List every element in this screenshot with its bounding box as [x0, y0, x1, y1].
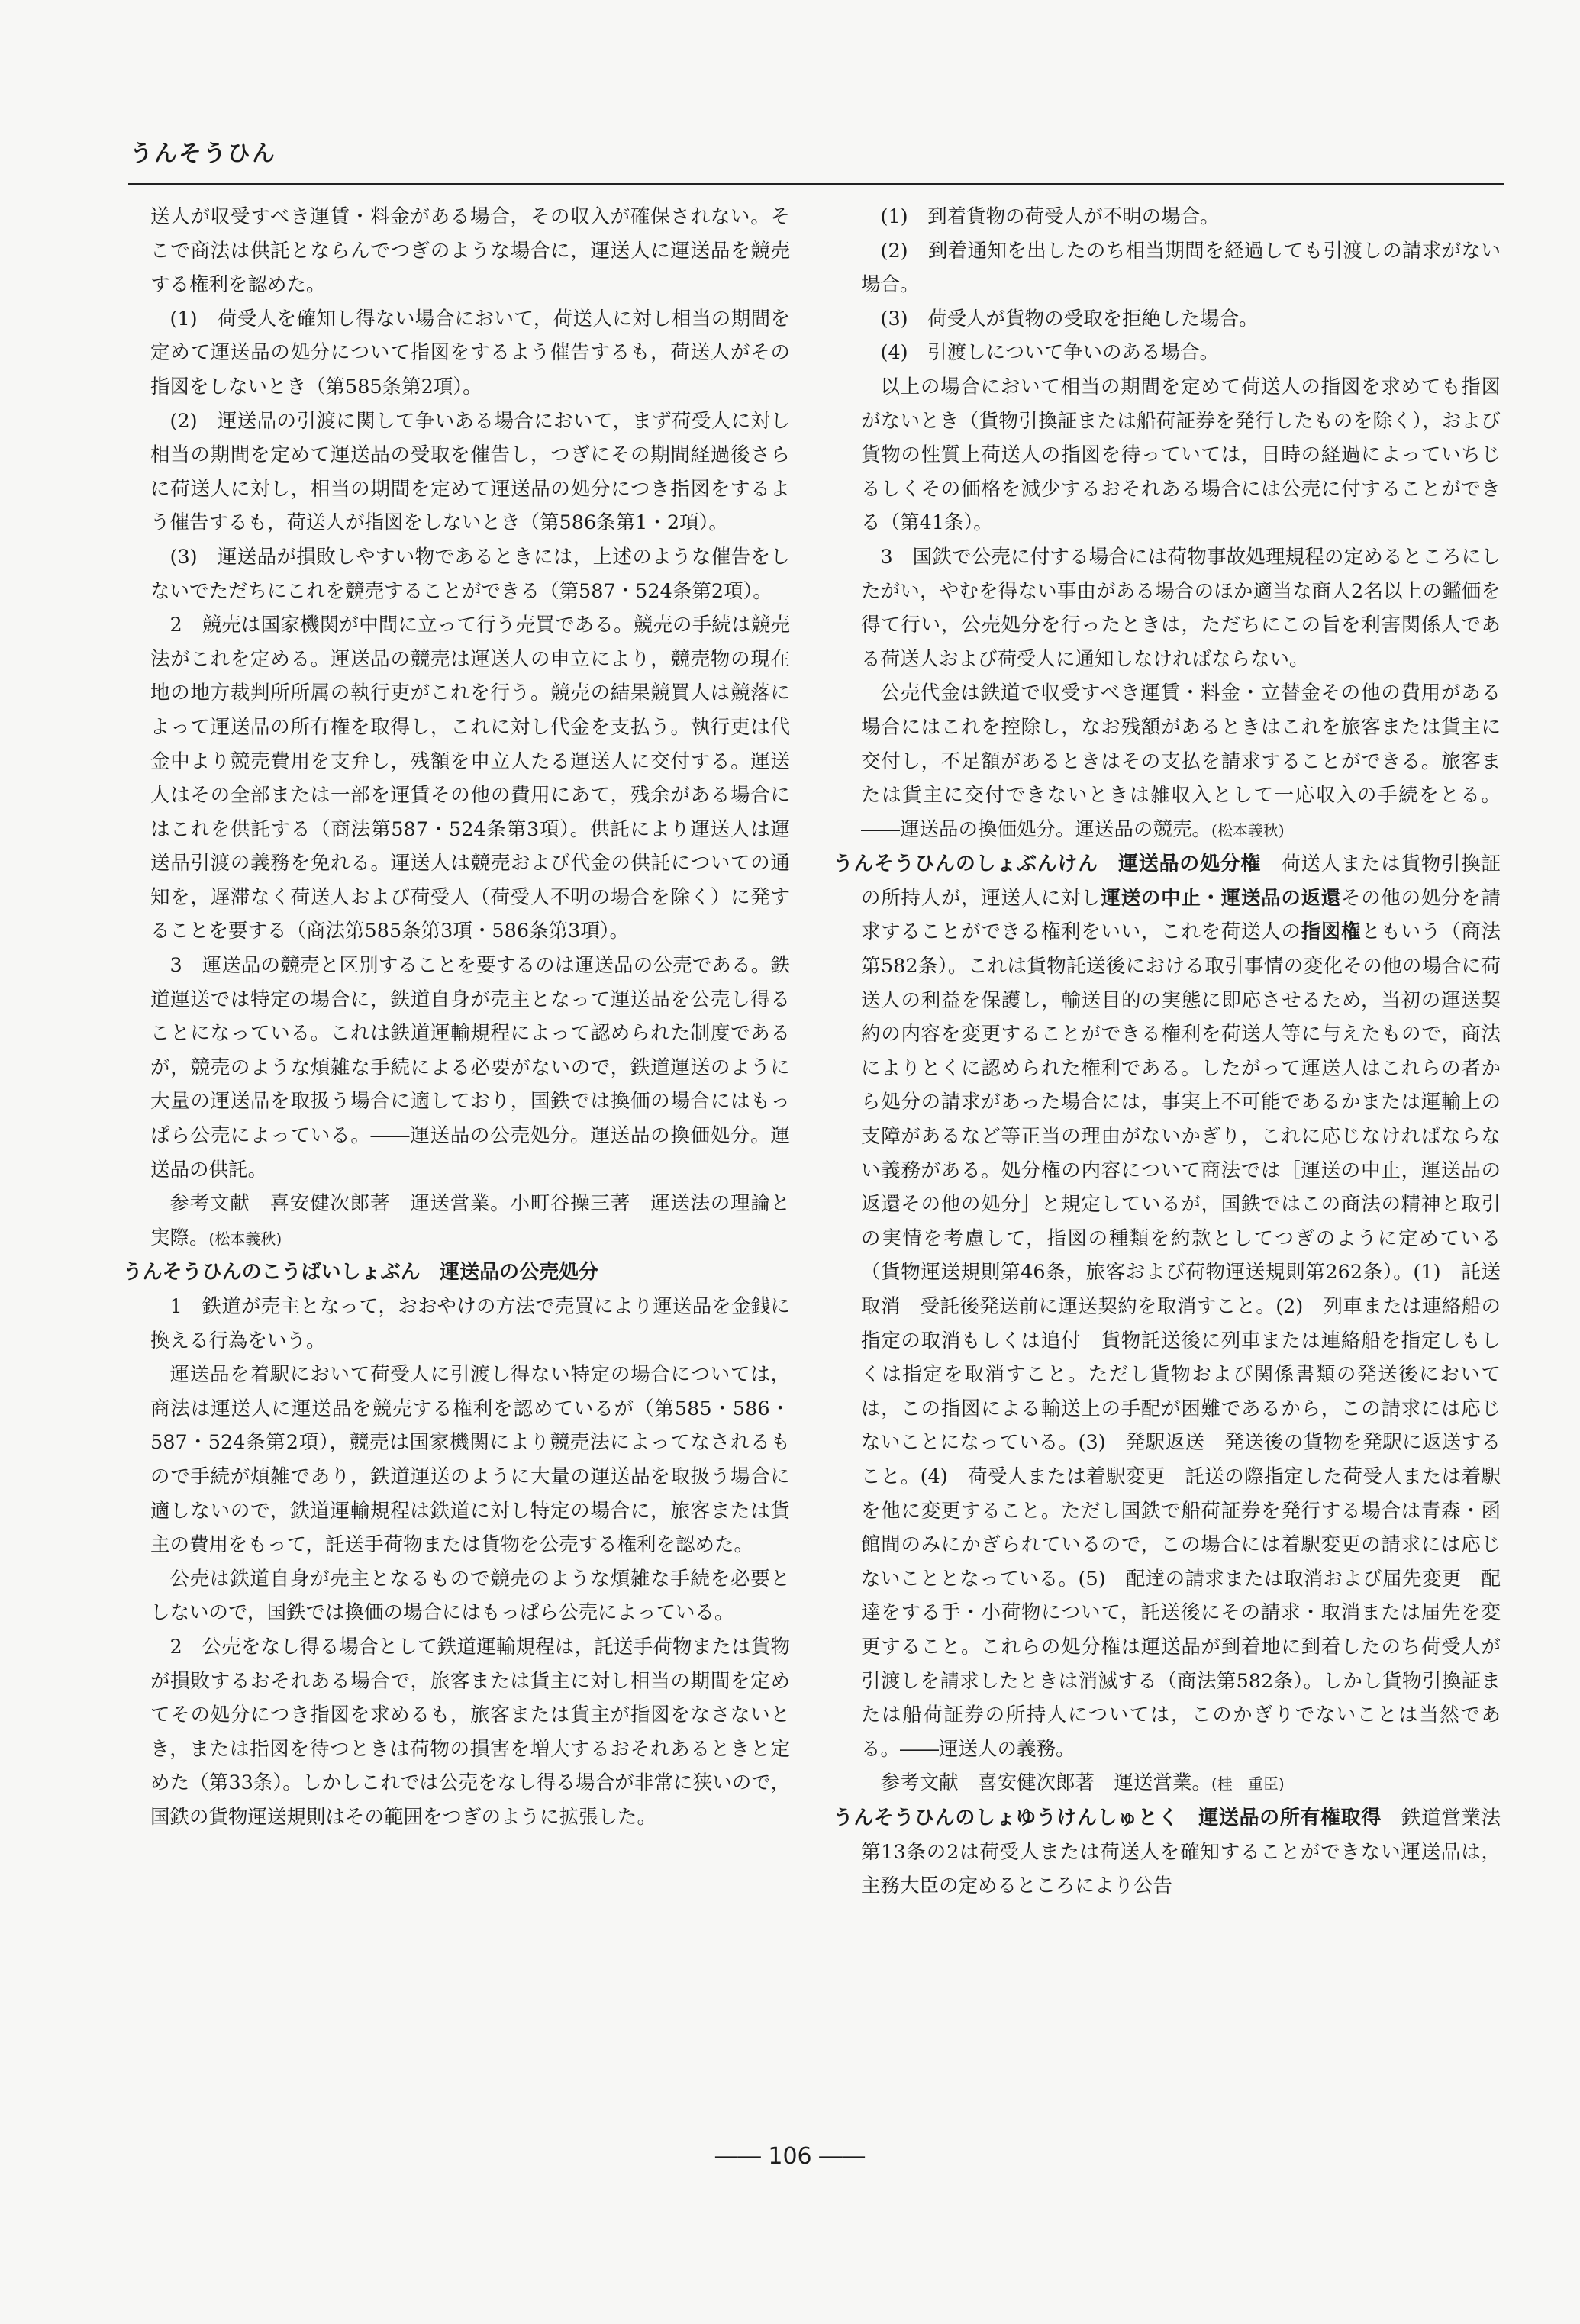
entry-term: 運送品の所有権取得	[1198, 1806, 1382, 1829]
list-item: (3) 荷受人が貨物の受取を拒絶した場合。	[880, 307, 1259, 330]
entry-headword: うんそうひんのこうばいしょぶん	[122, 1261, 421, 1284]
header-rule	[128, 183, 1504, 185]
list-item: (4) 引渡しについて争いのある場合。	[880, 341, 1220, 365]
author-credit: (松本義秋)	[208, 1229, 282, 1248]
paragraph: 以上の場合において相当の期間を定めて荷送人の指図を求めても指図がないとき（貨物引換証または船荷証券を発行したものを除く），および貨物の性質上荷送人の指図を待っていては，日時の経過によっていちじるしくその価格を減少するおそれある場合には公売に付することができる（第41条）。	[861, 375, 1501, 535]
entry-term: 運送品の処分権	[1118, 853, 1262, 876]
entry-text: ともいう（商法第582条）。これは貨物託送後における取引事情の変化その他の場合に荷送人の利益を保護し，輸送目的の実態に即応させるため，当初の運送契約の内容を変更することができる権利を荷送人等に与えたもので，商法によりとくに認められた権利である。したがって運送人はこれらの者から処分の請求があった場合には，事実上不可能であるかまたは運輸上の支障があるなど等正当の理由がないかぎり，これに応じなければならない義務がある。処分権の内容について商法では［運送の中止，運送品の返還その他の処分］と規定しているが，国鉄ではこの商法の精神と取引の実情を考慮して，指図の種類を約款としてつぎのように定めている（貨物運送規則第46条，旅客および荷物運送規則第262条）。(1) 託送取消 受託後発送前に運送契約を取消すこと。(2) 列車または連絡船の指定の取消もしくは追付 貨物託送後に列車または連絡船を指定しもしくは指定を取消すこと。ただし貨物および関係書類の発送後においては，この指図による輸送上の手配が困難であるから，この請求には応じないことになっている。(3) 発駅返送 発送後の貨物を発駅に返送すること。(4) 荷受人または着駅変更 託送の際指定した荷受人または着駅を他に変更すること。ただし国鉄で船荷証券を発行する場合は青森・函館間のみにかぎられているので，この場合には着駅変更の請求には応じないこととなっている。(5) 配達の請求または取消および届先変更 配達をする手・小荷物について，託送後にその請求・取消または届先を変更すること。これらの処分権は運送品が到着地に到着したのち荷受人が引渡しを請求したときは消滅する（商法第582条）。しかし貨物引換証または船荷証券の所持人については，このかぎりでないことは当然である。――運送人の義務。	[861, 920, 1501, 1761]
author-credit: (桂 重臣)	[1211, 1774, 1285, 1794]
entry-headword: うんそうひんのしょゆうけんしゅとく	[833, 1806, 1179, 1829]
paragraph: 1 鉄道が売主となって，おおやけの方法で売買により運送品を金銭に換える行為をいう。	[150, 1295, 790, 1352]
references	[150, 1187, 790, 1255]
paragraph: 2 公売をなし得る場合として鉄道運輸規程は，託送手荷物または貨物が損敗するおそれある場合で，旅客または貨主に対し相当の期間を定めてその処分につき指図を求めるも，旅客または貨主が指図をなさないとき，または指図を待つときは荷物の損害を増大するおそれあるときと定めた（第33条）。しかしこれでは公売をなし得る場合が非常に狭いので，国鉄の貨物運送規則はその範囲をつぎのように拡張した。	[150, 1635, 790, 1829]
page-number: ―― 106 ――	[714, 2143, 866, 2170]
running-head: うんそうひん	[130, 140, 276, 167]
references	[861, 1766, 1501, 1801]
entry-heading	[122, 1255, 790, 1290]
entry-text: その他の処分を請求することができる権利をいい，これを荷送人の	[861, 886, 1501, 944]
entry-block	[833, 1801, 1501, 1903]
paragraph: 3 運送品の競売と区別することを要するのは運送品の公売である。鉄道運送では特定の場合に，鉄道自身が売主となって運送品を公売し得ることになっている。これは鉄道運輸規程によって認められた制度であるが，競売のような煩雑な手続によ​る必要がないので，鉄道運送のように大量の運送品を取扱う場合に適しており，国鉄では換価の場合にはもっぱら公売によっている。――運送品の公売処分。運送品の換価処分。運送品の供託。	[150, 954, 790, 1181]
entry-text: 荷送人または貨物引換証の所持人が，運送人に対し	[861, 853, 1501, 910]
paragraph-text: 公売代金は鉄道で収受すべき運賃・料金・立替金その他の費用がある場合にはこれを控除し，なお残額があるときはこれを旅客または貨主に交付し，不足額があるときはその支払を請求することができる。旅客または貨主に交付できないときは雑収入として一応収入の手続をとる。――運送品の換価処分。運送品の競売。	[861, 682, 1501, 841]
entry-block	[833, 847, 1501, 1766]
bold-term: 運送の中止・運送品の返還	[1101, 886, 1341, 910]
entry-text: 鉄道営業法第13条の2は荷受人または荷送人を確知することができない運送品は，主務大臣の定めるところにより公告	[861, 1806, 1501, 1898]
list-item: (1) 到着貨物の荷受人が不明の場合。	[880, 205, 1220, 228]
references-text: 参考文献 喜安健次郎著 運送営業。	[880, 1771, 1212, 1795]
references-text: 参考文献 喜安健次郎著 運送営業。小町谷操三著 運送法の理論と実際。	[150, 1192, 790, 1249]
paragraph	[861, 676, 1501, 847]
bold-term: 指図権	[1301, 920, 1362, 944]
left-column	[122, 200, 790, 1835]
entry-headword: うんそうひんのしょぶんけん	[833, 853, 1098, 876]
entry-term: 運送品の公売処分	[440, 1261, 599, 1284]
paragraph: 公売は鉄道自身が売主となるもので競売のような煩雑な手続を必要としないので，国鉄では換価の場合にはもっぱら公売によっている。	[150, 1567, 790, 1625]
list-item: (3) 運送品が損敗しやすい物であるときには，上述のような催告をしないでただちにこれを競売することができる（第587・524条第2項）。	[150, 545, 790, 603]
right-column	[833, 200, 1501, 1903]
paragraph: 2 競売は国家機関が中間に立って行う売買である。競売の手続は競売法がこれを定める。運送品の競売は運送人の申立により，競売物の現在地の地方裁判所所属の執行吏がこれを行う。競売の結果競買人は競落によって運送品の所有権を取得し，これに対し代金を支払う。執行吏は代金中より競売費用を支弁し，残額を申立人たる運送人に交付する。運送人はその全部または一部を運賃その他の費用にあて，残余がある場合にはこれを供託する（商法第587・524条第3項）。供託により運送人は運送品引渡の義務を免れる。運送人は競売および代金の供託についての通知を，遅滞なく荷送人および荷受人（荷受人不明の場合を除く）に発することを要する（商法第585条第3項・586条第3項）。	[150, 614, 790, 943]
paragraph: 運送品を着駅において荷受人に引渡し得ない特定の場合については，商法は運送人に運送品を競売する権利を認めているが（第585・586・587・524条第2項），競売は国家機関により競売法によってなされるもので手続が煩雑であり，鉄道運送のように大量の運送品を取扱う場合に適しないので，鉄道運輸規程は鉄道に対し特定の場合に，旅客または貨主の費用をもって，託送手荷物または貨物を公売する権利を認めた。	[150, 1363, 790, 1557]
paragraph: 3 国鉄で公売に付する場合には荷物事故処理規程の定めるところにしたがい，やむを得ない事由がある場合のほか適当な商人2名以上の鑑価を得て行い，公売処分を行ったときは，ただちにこの旨を利害関係人である荷送人および荷受人に通知しなければならない。	[861, 545, 1501, 671]
list-item: (1) 荷受人を確知し得ない場合において，荷送人に対し相当の期間を定めて運送品の処分について指図をするよう催告するも，荷送人がその指図をしないとき（第585条第2項）。	[150, 307, 790, 398]
paragraph: 送人が収受すべき運賃・料金がある場合，その収入が確保されない。そこで商法は供託とならんでつぎのような場合に，運送人に運送品を競売する権利を認めた。	[150, 205, 790, 297]
list-item: (2) 到着通知を出したのち相当期間を経過しても引渡しの請求がない場合。	[861, 239, 1501, 297]
list-item: (2) 運送品の引渡に関して争いある場合において，まず荷受人に対し相当の期間を定めて運送品の受取を催告し，つぎにその期間経過後さらに荷送人に対し，相当の期間を定めて運送品の処分につき指図をするよう催告するも，荷送人が指図をしないとき（第586条第1・2項）。	[150, 409, 790, 535]
author-credit: (松本義秋)	[1211, 820, 1285, 840]
